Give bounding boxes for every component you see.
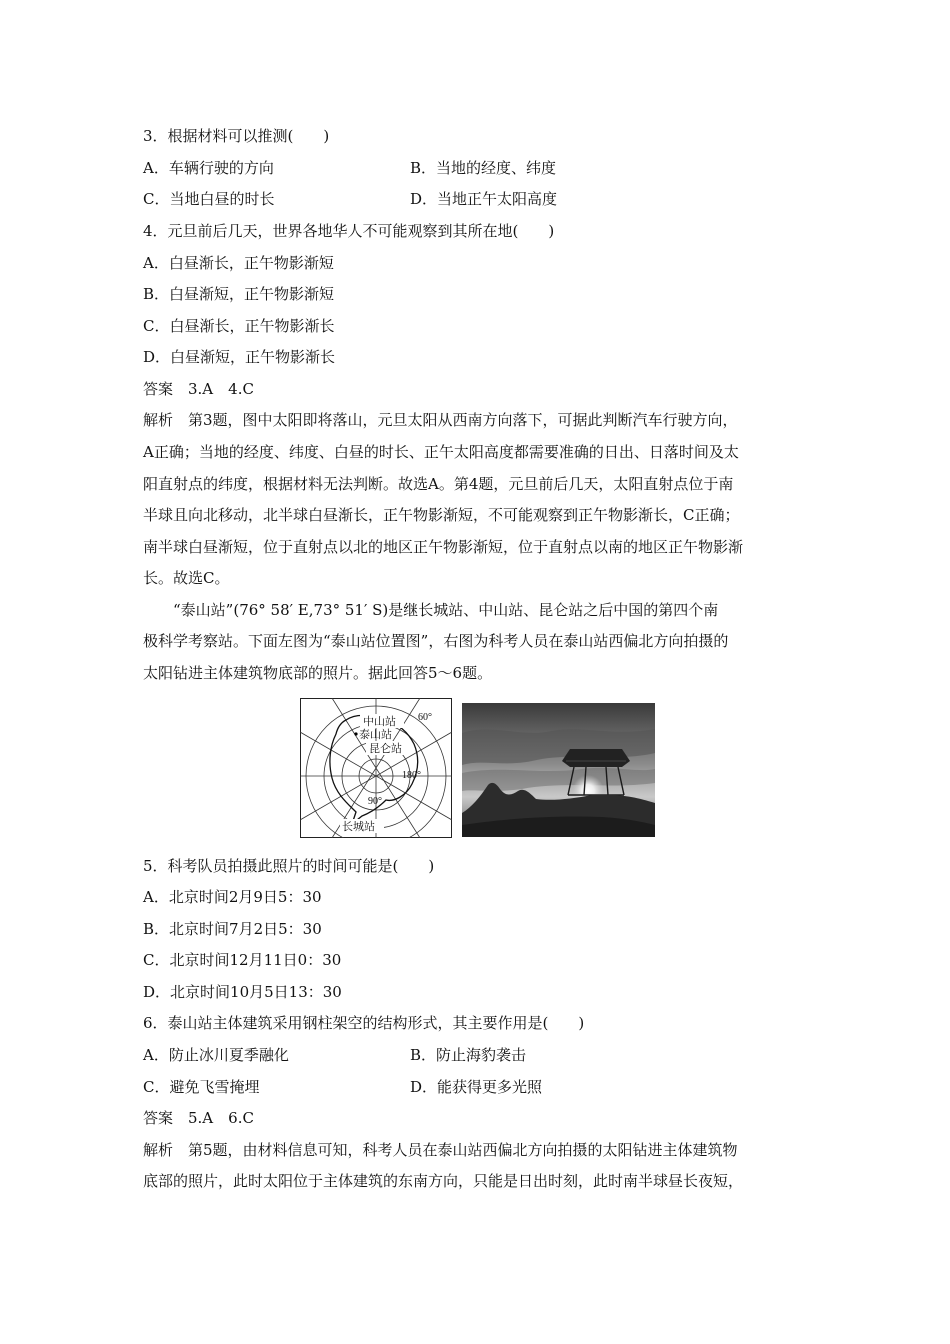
q3-stem: 3．根据材料可以推测( ) (143, 127, 330, 145)
q4-option-a: A．白昼渐长，正午物影渐短 (143, 254, 334, 272)
q4-option-c: C．白昼渐长，正午物影渐长 (143, 317, 335, 335)
q6-stem: 6．泰山站主体建筑采用钢柱架空的结构形式，其主要作用是( ) (143, 1014, 585, 1032)
q5-option-c: C．北京时间12月11日0：30 (143, 951, 342, 969)
taishan-location-map (300, 698, 452, 838)
q5-stem: 5．科考队员拍摄此照片的时间可能是( ) (143, 857, 435, 875)
taishan-station-dot (354, 732, 357, 735)
intro-line: “泰山站”(76° 58′ E,73° 51′ S)是继长城站、中山站、昆仑站之后中国的第四个南 (173, 601, 719, 619)
label-taishan: 泰山站 (359, 729, 392, 741)
intro-line: 极科学考察站。下面左图为“泰山站位置图”，右图为科考人员在泰山站西偏北方向拍摄的 (143, 632, 729, 650)
label-90deg: 90° (368, 796, 382, 807)
label-180deg: 180° (402, 770, 421, 781)
analysis-line: 南半球白昼渐短，位于直射点以北的地区正午物影渐短，位于直射点以南的地区正午物影渐 (143, 538, 744, 556)
q3-option-a: A．车辆行驶的方向 (143, 159, 274, 177)
label-zhongshan: 中山站 (363, 716, 396, 728)
q6-option-c: C．避免飞雪掩埋 (143, 1078, 260, 1096)
q6-option-a: A．防止冰川夏季融化 (143, 1046, 289, 1064)
analysis-line: 底部的照片，此时太阳位于主体建筑的东南方向，只能是日出时刻，此时南半球昼长夜短， (143, 1172, 744, 1190)
q5-option-d: D．北京时间10月5日13：30 (143, 983, 342, 1001)
analysis-line: 阳直射点的纬度，根据材料无法判断。故选A。第4题，元旦前后几天，太阳直射点位于南 (143, 475, 734, 493)
q5-option-a: A．北京时间2月9日5：30 (143, 888, 322, 906)
analysis-line: A正确；当地的经度、纬度、白昼的时长、正午太阳高度都需要准确的日出、日落时间及太 (143, 443, 739, 461)
q4-option-b: B．白昼渐短，正午物影渐短 (143, 285, 335, 303)
q5-option-b: B．北京时间7月2日5：30 (143, 920, 322, 938)
intro-line: 太阳钻进主体建筑物底部的照片。据此回答5～6题。 (143, 664, 493, 682)
label-changcheng: 长城站 (342, 821, 375, 833)
label-60deg: 60° (418, 712, 432, 723)
answer-q3-q4: 答案 3.A 4.C (143, 380, 254, 398)
q3-option-d: D．当地正午太阳高度 (410, 190, 558, 208)
q6-option-b: B．防止海豹袭击 (410, 1046, 527, 1064)
analysis-line: 解析 第3题，图中太阳即将落山，元旦太阳从西南方向落下，可据此判断汽车行驶方向， (143, 411, 738, 429)
q4-option-d: D．白昼渐短，正午物影渐长 (143, 348, 336, 366)
label-kunlun: 昆仑站 (369, 743, 402, 755)
q6-option-d: D．能获得更多光照 (410, 1078, 543, 1096)
q3-option-c: C．当地白昼的时长 (143, 190, 275, 208)
station-sunset-photo (462, 703, 655, 837)
analysis-line: 半球且向北移动，北半球白昼渐长，正午物影渐短，不可能观察到正午物影渐长，C正确； (143, 506, 740, 524)
answer-q5-q6: 答案 5.A 6.C (143, 1109, 254, 1127)
q3-option-b: B．当地的经度、纬度 (410, 159, 557, 177)
q4-stem: 4．元旦前后几天，世界各地华人不可能观察到其所在地( ) (143, 222, 555, 240)
analysis-line: 解析 第5题，由材料信息可知，科考人员在泰山站西偏北方向拍摄的太阳钻进主体建筑物 (143, 1141, 738, 1159)
analysis-line: 长。故选C。 (143, 569, 230, 587)
